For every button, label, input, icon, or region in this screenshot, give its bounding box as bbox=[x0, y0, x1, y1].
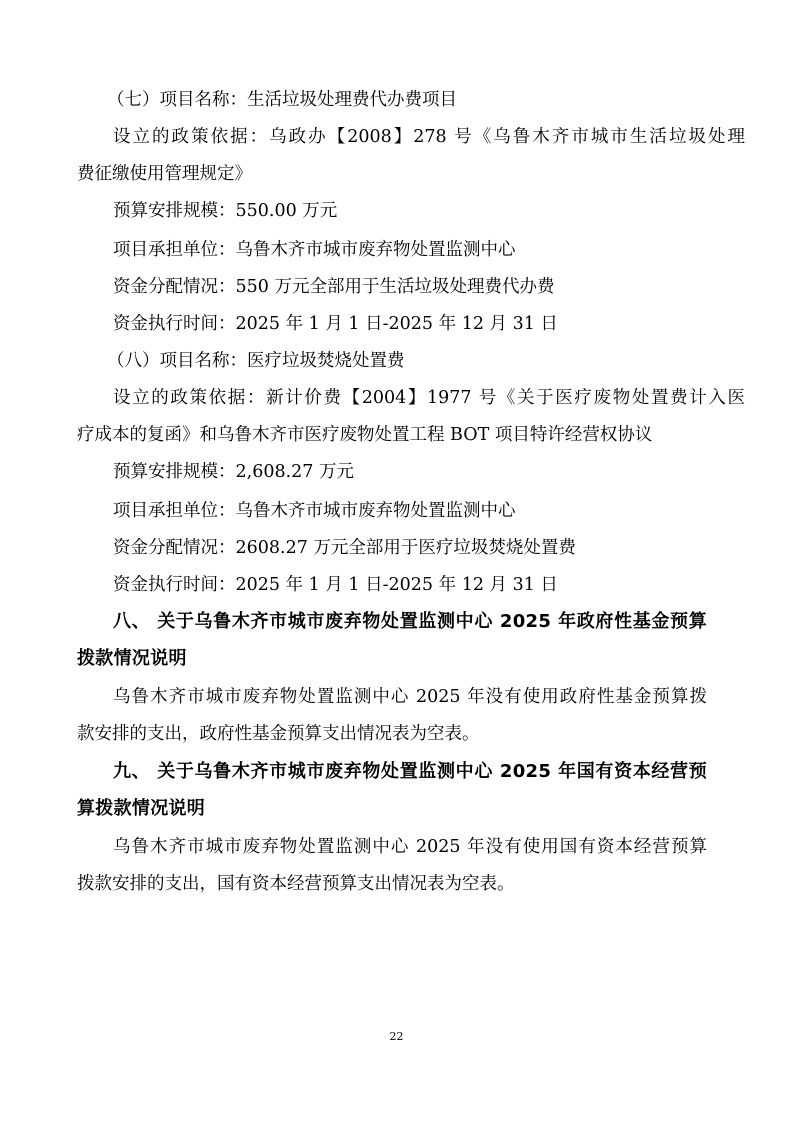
page-number: 22 bbox=[389, 1030, 404, 1043]
section-8-period: 资金执行时间：2025 年 1 月 1 日-2025 年 12 月 31 日 bbox=[113, 575, 558, 595]
heading-9-body-text: 乌鲁木齐市城市废弃物处置监测中心 2025 年没有使用国有资本经营预算 bbox=[113, 837, 707, 857]
section-7-allocation: 资金分配情况：550 万元全部用于生活垃圾处理费代办费 bbox=[113, 277, 555, 297]
section-7-title: （七）项目名称：生活垃圾处理费代办费项目 bbox=[107, 90, 457, 110]
section-8-unit: 项目承担单位：乌鲁木齐市城市废弃物处置监测中心 bbox=[113, 501, 516, 521]
heading-8-body-line2: 款安排的支出，政府性基金预算支出情况表为空表。 bbox=[77, 724, 480, 744]
section-8-title: （八）项目名称：医疗垃圾焚烧处置费 bbox=[107, 351, 405, 371]
heading-9-text: 九、 关于乌鲁木齐市城市废弃物处置监测中心 2025 年国有资本经营预 bbox=[113, 761, 707, 782]
heading-9-body-line2: 拨款安排的支出，国有资本经营预算支出情况表为空表。 bbox=[77, 874, 515, 894]
section-7-unit: 项目承担单位：乌鲁木齐市城市废弃物处置监测中心 bbox=[113, 240, 516, 260]
section-7-budget: 预算安排规模：550.00 万元 bbox=[113, 201, 338, 221]
heading-9-body-line1 bbox=[0, 836, 793, 858]
heading-8-body-line1 bbox=[0, 686, 793, 708]
section-7-period: 资金执行时间：2025 年 1 月 1 日-2025 年 12 月 31 日 bbox=[113, 314, 558, 334]
heading-9-line2: 算拨款情况说明 bbox=[77, 798, 206, 819]
section-7-policy-text: 设立的政策依据：乌政办【2008】278 号《乌鲁木齐市城市生活垃圾处理 bbox=[113, 127, 745, 147]
heading-8-line1 bbox=[0, 611, 793, 633]
section-7-policy-line1 bbox=[0, 126, 793, 148]
section-8-policy-line2: 疗成本的复函》和乌鲁木齐市医疗废物处置工程 BOT 项目特许经营权协议 bbox=[77, 425, 653, 445]
section-8-policy-text: 设立的政策依据：新计价费【2004】1977 号《关于医疗废物处置费计入医 bbox=[113, 388, 745, 408]
heading-8-text: 八、 关于乌鲁木齐市城市废弃物处置监测中心 2025 年政府性基金预算 bbox=[113, 611, 707, 632]
heading-8-line2: 拨款情况说明 bbox=[77, 648, 187, 669]
section-8-budget: 预算安排规模：2,608.27 万元 bbox=[113, 462, 354, 482]
heading-9-line1 bbox=[0, 761, 793, 783]
section-8-policy-line1 bbox=[0, 387, 793, 409]
section-7-policy-line2: 费征缴使用管理规定》 bbox=[77, 164, 252, 184]
section-8-allocation: 资金分配情况：2608.27 万元全部用于医疗垃圾焚烧处置费 bbox=[113, 538, 576, 558]
heading-8-body-text: 乌鲁木齐市城市废弃物处置监测中心 2025 年没有使用政府性基金预算拨 bbox=[113, 687, 707, 707]
